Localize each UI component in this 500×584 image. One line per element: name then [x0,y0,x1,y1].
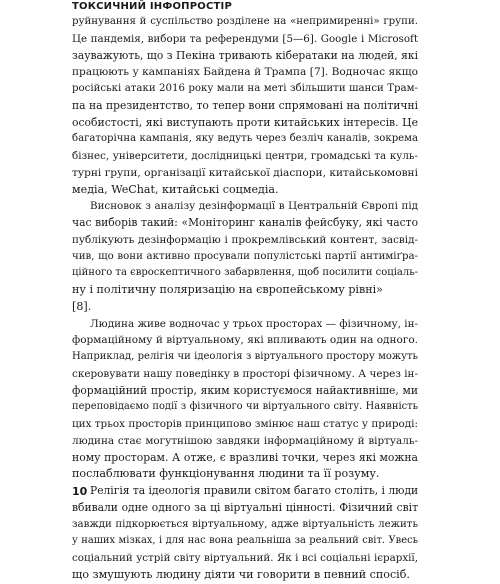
text-line: час виборів такий: «Моніторинг каналів фейсбуку, які часто [72,216,418,229]
text-line: вбивали одне одного за ці віртуальні цінності. Фізичний світ [72,500,418,514]
text-line: ну і політичну поляризацію на європейському рівні» [72,283,383,296]
paragraph [72,14,418,198]
text-line: медіа, WeChat, китайські соцмедіа. [72,182,279,196]
text-line: формаційному й віртуальному, які впливають один на одного. [72,334,418,347]
page-number: 10 [72,485,88,498]
text-line: послаблювати функціонування людини та її розуму. [72,467,380,481]
text-line: переповідаємо події з фізичного чи віртуального світу. Наявність [72,401,418,413]
text-line: цих трьох просторів принципово змінює наш статус у природі: [72,418,418,430]
text-line: особистості, які виступають проти китайських інтересів. Це [72,115,418,129]
text-line: Це пандемія, вибори та референдуми [5—6]. Google і Microsoft [72,32,418,45]
text-line: ному просторам. А отже, є вразливі точки, через які можна [72,450,418,464]
paragraph [72,316,418,484]
text-line: формаційний простір, яким користуємося найактивніше, ми [72,383,418,397]
running-head: ТОКСИЧНИЙ ІНФОПРОСТІР [72,1,232,12]
text-line: зауважують, що з Пекіна тривають кібератаки на людей, які [72,48,418,62]
body-text [72,14,418,584]
paragraph [72,483,418,584]
text-line: скеровувати нашу поведінку в просторі фізичному. А через ін- [72,367,418,380]
text-line: публікують дезінформацію і прокремлівський контент, засвід- [72,233,418,246]
text-line: працюють у кампаніях Байдена й Трампа [7]. Водночас якщо [72,66,418,79]
text-line: ційного та євроскептичного забарвлення, щоб посилити соціаль- [72,267,418,279]
text-line: чив, що вони активно просували популістські партії антиміґра- [72,250,418,262]
text-line: бізнес, університети, дослідницькі центри, громадські та куль- [72,150,418,162]
text-line: Наприклад, релігія чи ідеологія з віртуального простору можуть [72,351,418,362]
paragraph [72,198,418,315]
text-line: [8]. [72,299,92,313]
text-line: багаторічна кампанія, яку ведуть через безліч каналів, зокрема [72,133,418,145]
text-line: що змушують людину діяти чи говорити в певний спосіб. [72,567,410,581]
text-line: Висновок з аналізу дезінформації в Центральній Європі під [90,200,418,213]
text-line: у наших мізках, і для нас вона реальніша за реальний світ. Увесь [72,535,418,547]
text-line: Людина живе водночас у трьох просторах — фізичному, ін- [90,317,418,330]
text-line: соціальний устрій світу віртуальний. Як і всі соціальні ієрархії, [72,552,418,564]
text-line: завжди підкорюється віртуальному, адже віртуальність лежить [72,518,418,530]
text-line: руйнування й суспільство розділене на «непримиренні» групи. [72,16,418,27]
text-line: людина стає могутнішою завдяки інформаційному й віртуаль- [72,434,418,447]
text-line: турні групи, організації китайської діаспори, китайськомовні [72,166,418,179]
text-line: па на президентство, то тепер вони спрямовані на політичні [72,98,418,112]
text-line: Релігія та ідеологія правили світом багато століть, і люди [90,484,418,497]
text-line: російські атаки 2016 року мали на меті збільшити шанси Трам- [72,83,418,94]
